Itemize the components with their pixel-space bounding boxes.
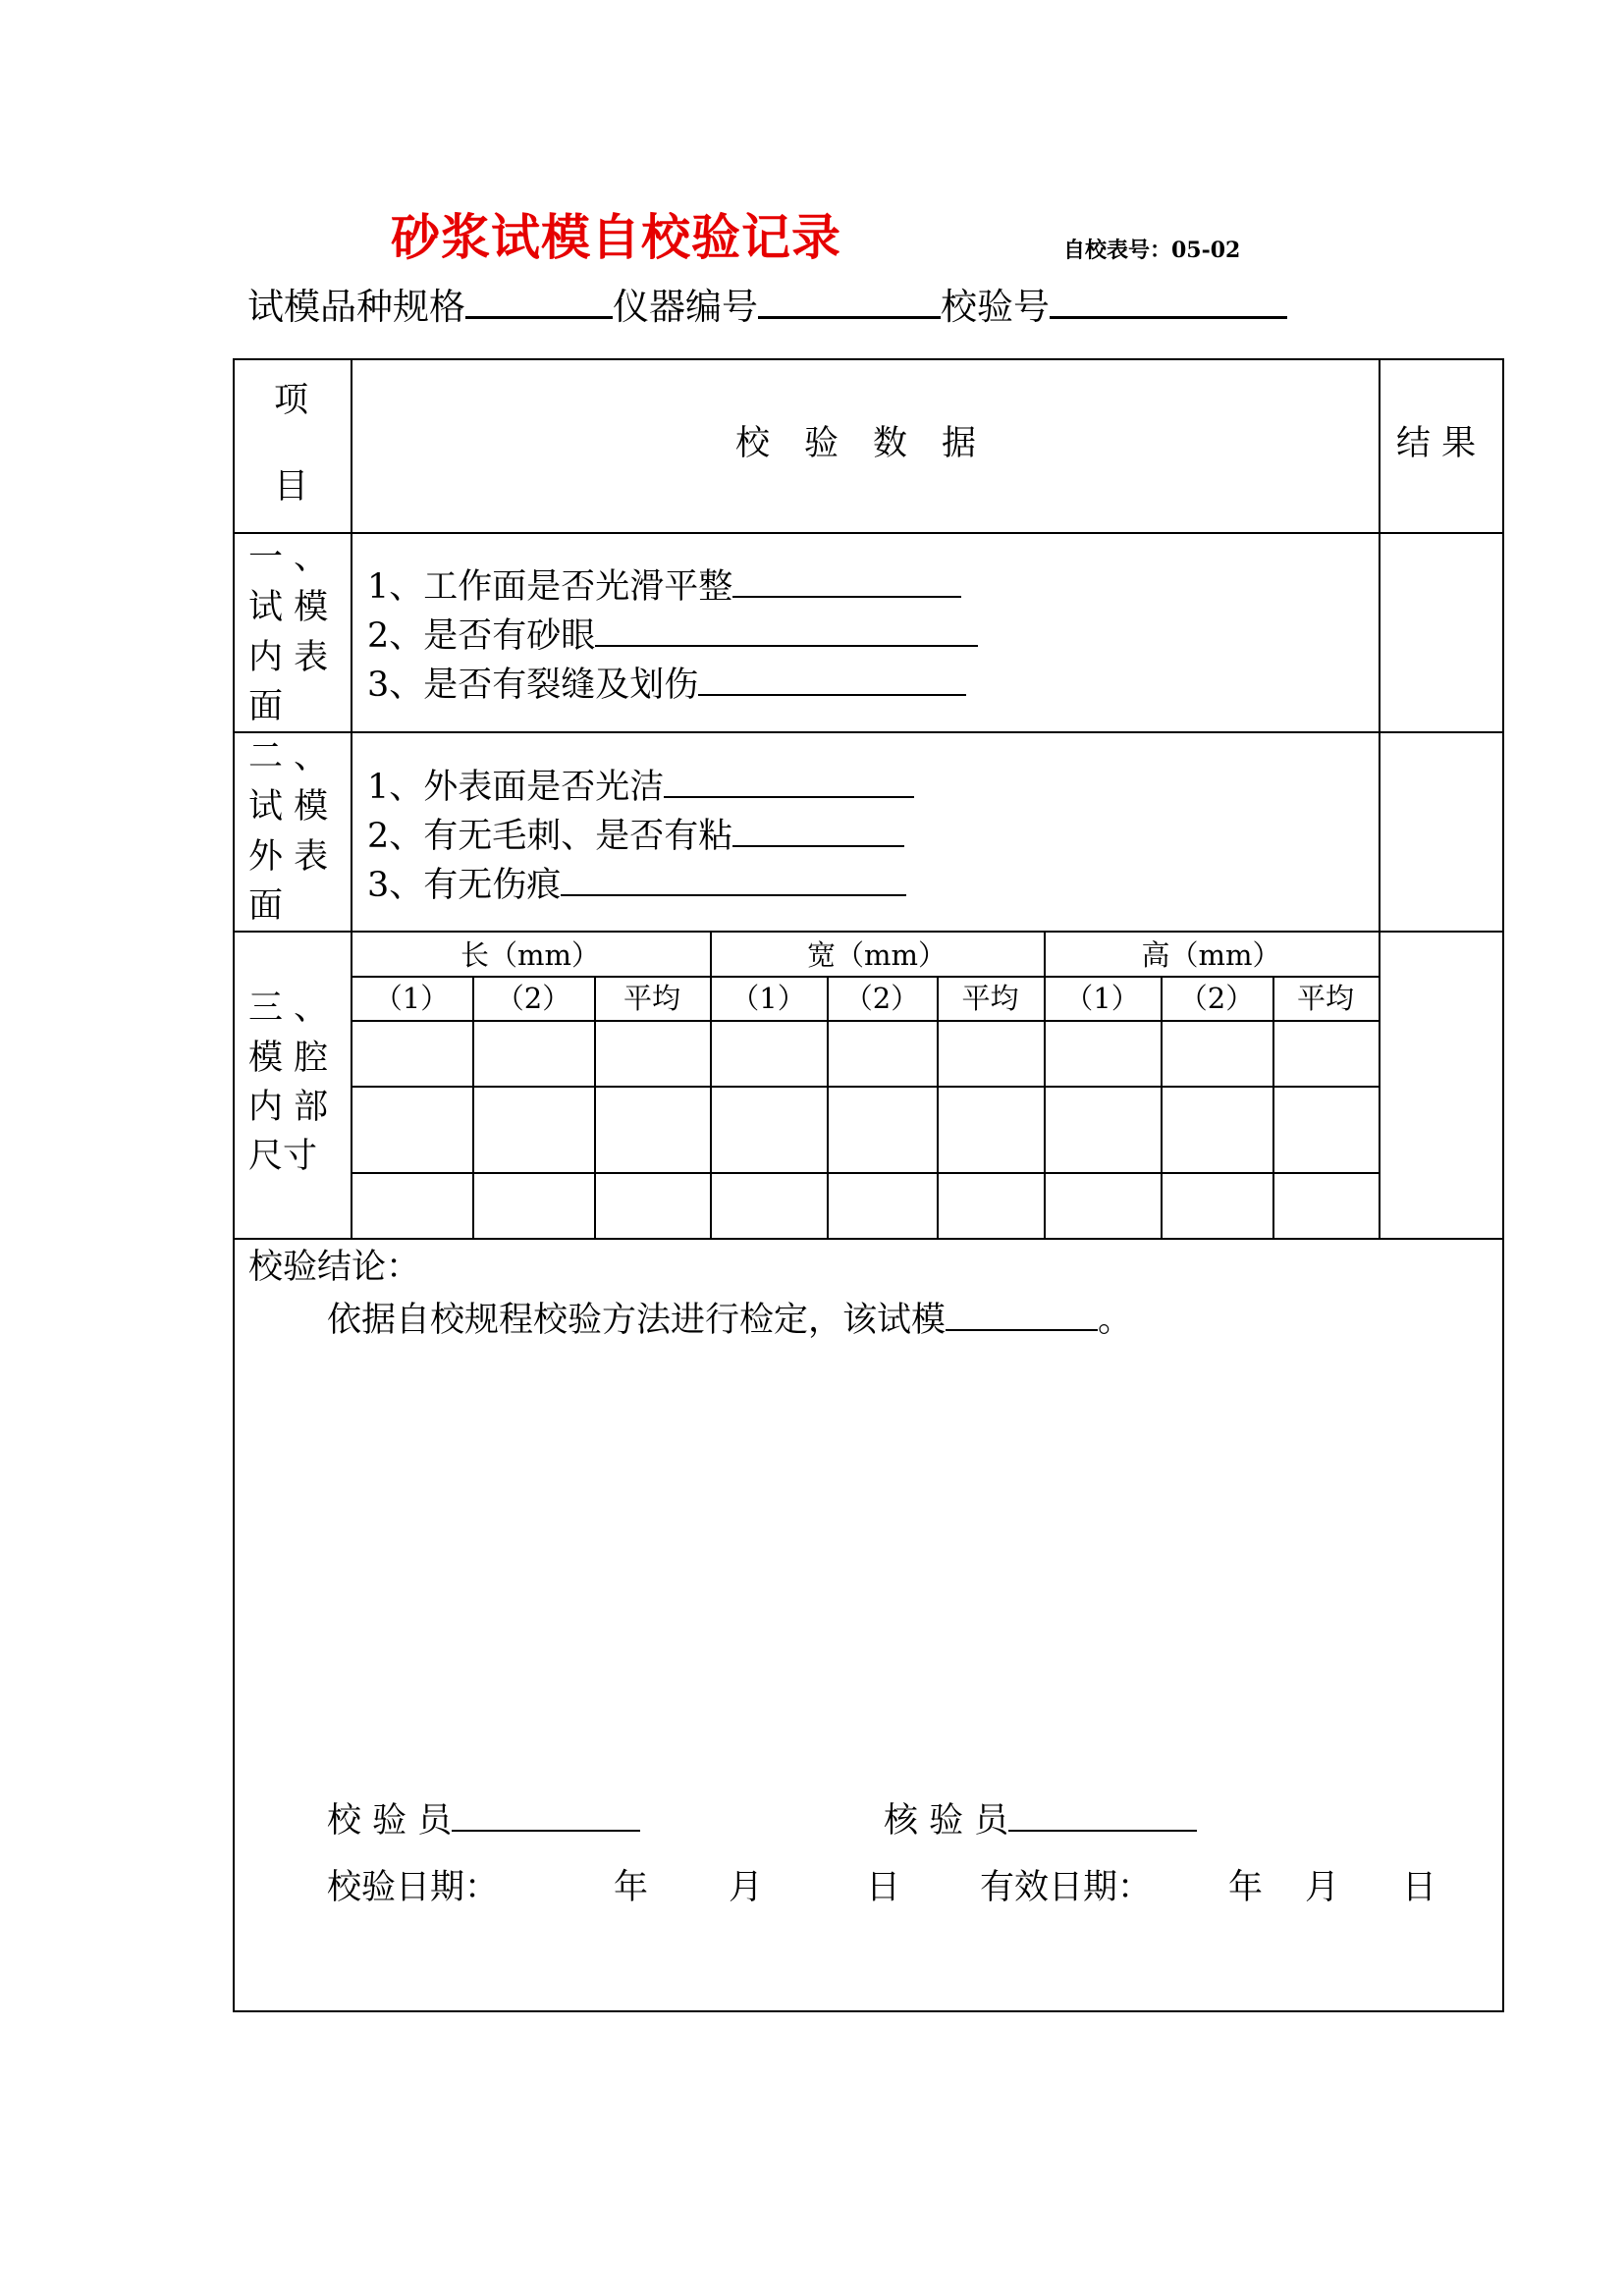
rule [1379,360,1380,1238]
sec1-item-1-blank[interactable] [732,557,961,598]
spec-label: 试模品种规格 [247,286,465,328]
check-date-label: 校验日期： [327,1868,500,1907]
subcol-height-avg: 平均 [1296,982,1354,1015]
spec-blank[interactable] [465,281,613,319]
header-fields [247,281,1287,333]
sec1-item-2: 2、是否有砂眼 [367,606,978,661]
rule [235,931,1502,933]
sec2-item-2: 2、有无毛刺、是否有粘 [367,806,904,861]
subcol-width-1: （1） [731,982,806,1015]
subcol-height-1: （1） [1064,982,1140,1015]
col-data-header: 校 验 数 据 [735,424,977,463]
sec3-label-2: 模 腔 [248,1039,329,1078]
col-item-2: 目 [274,467,309,507]
valid-date-month: 月 [1305,1868,1340,1907]
rule [1044,931,1046,1238]
rule [351,360,352,1238]
rule [235,532,1502,534]
sec2-item-1: 1、外表面是否光洁 [367,757,914,812]
check-date-month: 月 [729,1868,764,1907]
sec1-label-2: 试 模 [248,588,329,627]
rule [351,1086,1379,1088]
col-item-1: 项 [274,381,309,420]
group-height: 高（mm） [1141,938,1281,972]
rule [235,1238,1502,1240]
rule [351,1020,1379,1022]
subcol-length-2: （2） [495,982,571,1015]
checker-sign: 校 验 员 [327,1790,640,1846]
conclusion-blank[interactable] [946,1290,1098,1331]
subcol-length-avg: 平均 [623,982,680,1015]
sec1-label-1: 一 、 [248,538,329,577]
group-width: 宽（mm） [807,938,947,972]
checker-blank[interactable] [452,1790,640,1832]
check-date-day: 日 [866,1868,901,1907]
valid-date-label: 有效日期： [980,1868,1153,1907]
sec2-label-4: 面 [248,886,284,926]
instrument-no-blank[interactable] [758,281,941,319]
form-number: 自校表号：05-02 [1063,238,1241,263]
check-no-blank[interactable] [1050,281,1287,319]
valid-date-day: 日 [1402,1868,1437,1907]
sec3-label-4: 尺寸 [248,1137,318,1176]
sec1-label-4: 面 [248,687,284,726]
rule [351,1172,1379,1174]
sec2-item-2-blank[interactable] [732,806,904,847]
sec2-label-3: 外 表 [248,837,329,877]
sec3-label-1: 三 、 [248,988,329,1028]
check-no-label: 校验号 [941,286,1050,328]
reviewer-sign: 核 验 员 [884,1790,1197,1846]
sec2-item-1-blank[interactable] [664,757,914,798]
subcol-width-avg: 平均 [961,982,1019,1015]
reviewer-blank[interactable] [1008,1790,1197,1832]
conclusion-text: 依据自校规程校验方法进行检定，该试模 。 [327,1290,1132,1346]
rule [235,731,1502,733]
check-date-year: 年 [614,1868,649,1907]
col-result-header: 结 果 [1396,424,1477,463]
sec1-item-3: 3、是否有裂缝及划伤 [367,655,966,710]
sec1-item-2-blank[interactable] [595,606,978,647]
sec2-label-2: 试 模 [248,787,329,827]
record-table [233,358,1504,2012]
group-length: 长（mm） [460,938,600,972]
instrument-no-label: 仪器编号 [613,286,758,328]
sec1-item-3-blank[interactable] [698,655,966,696]
sec1-item-1: 1、工作面是否光滑平整 [367,557,961,612]
rule [351,976,1379,978]
subcol-height-2: （2） [1178,982,1255,1015]
valid-date-year: 年 [1228,1868,1264,1907]
conclusion-heading: 校验结论： [248,1248,421,1287]
sec2-item-3: 3、有无伤痕 [367,855,906,910]
page-title: 砂浆试模自校验记录 [391,209,841,266]
sec1-label-3: 内 表 [248,638,329,677]
sec2-label-1: 二 、 [248,737,329,776]
sec2-item-3-blank[interactable] [561,855,906,896]
subcol-width-2: （2） [843,982,920,1015]
rule [710,931,712,1238]
subcol-length-1: （1） [373,982,450,1015]
sec3-label-3: 内 部 [248,1088,329,1127]
